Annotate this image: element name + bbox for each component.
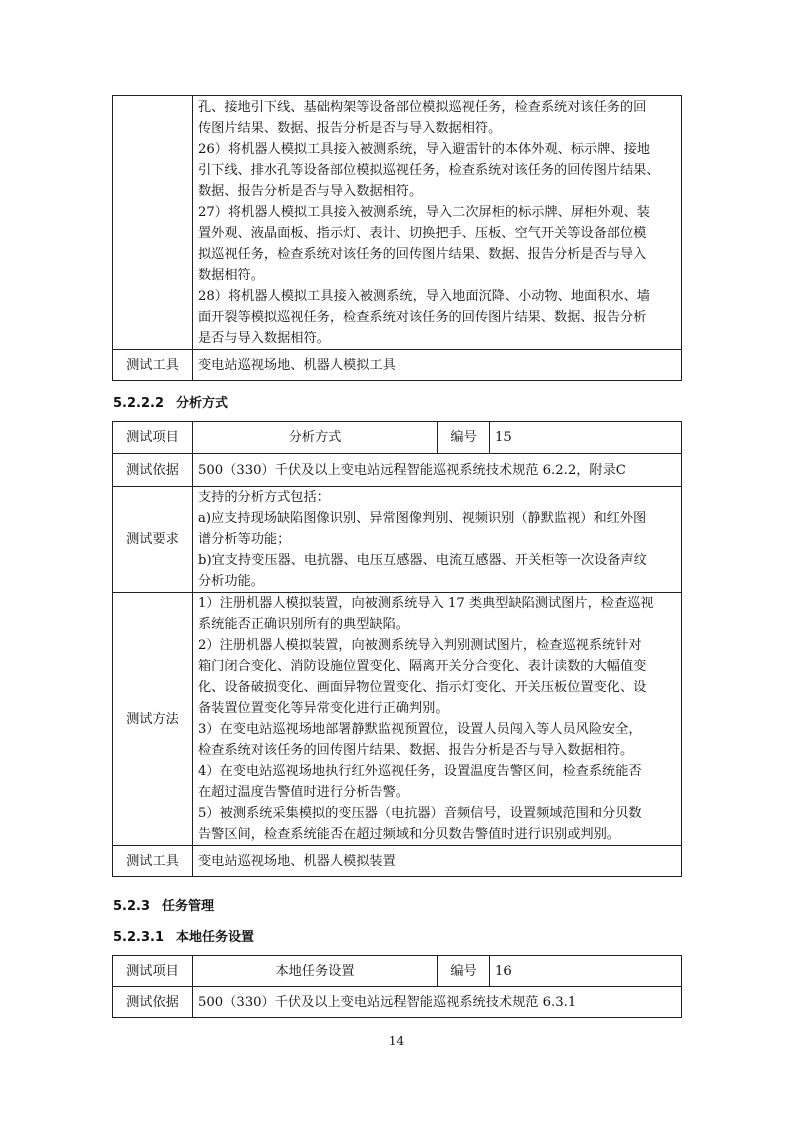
table-row bbox=[113, 454, 682, 487]
table-row bbox=[113, 987, 682, 1018]
text-line: 箱门闭合变化、消防设施位置变化、隔离开关分合变化、表计读数的大幅值变 bbox=[198, 659, 647, 674]
test-item-label: 测试项目 bbox=[113, 956, 193, 987]
test-item-value: 本地任务设置 bbox=[193, 956, 438, 987]
section-title: 任务管理 bbox=[162, 899, 215, 914]
text-line: 谱分析等功能； bbox=[198, 532, 291, 547]
text-line: a)应支持现场缺陷图像识别、异常图像判别、视频识别（静默监视）和红外图 bbox=[198, 511, 647, 526]
code-label: 编号 bbox=[438, 422, 490, 454]
text-line: 26）将机器人模拟工具接入被测系统，导入避雷针的本体外观、标示牌、接地 bbox=[198, 142, 650, 157]
code-value: 16 bbox=[490, 956, 682, 987]
text-line: 3）在变电站巡视场地部署静默监视预置位，设置人员闯入等人员风险安全， bbox=[198, 722, 642, 737]
test-table-analysis bbox=[112, 421, 682, 877]
test-tool-label: 测试工具 bbox=[113, 350, 193, 381]
text-line: 拟巡视任务，检查系统对该任务的回传图片结果、数据、报告分析是否与导入 bbox=[198, 247, 647, 262]
table-row bbox=[113, 593, 682, 846]
text-line: 系统能否正确识别所有的典型缺陷。 bbox=[198, 617, 409, 632]
test-item-label: 测试项目 bbox=[113, 422, 193, 454]
text-line: 面开裂等模拟巡视任务，检查系统对该任务的回传图片结果、数据、报告分析 bbox=[198, 310, 647, 325]
text-line: 支持的分析方式包括： bbox=[198, 490, 330, 505]
test-item-value: 分析方式 bbox=[193, 422, 438, 454]
text-line: 检查系统对该任务的回传图片结果、数据、报告分析是否与导入数据相符。 bbox=[198, 743, 634, 758]
test-method-label: 测试方法 bbox=[113, 593, 193, 846]
test-basis-value: 500（330）千伏及以上变电站远程智能巡视系统技术规范 6.2.2，附录C bbox=[193, 454, 682, 487]
page-number: 14 bbox=[388, 1034, 405, 1048]
section-title: 分析方式 bbox=[176, 396, 229, 411]
table-row bbox=[113, 422, 682, 454]
test-table-continued bbox=[112, 95, 682, 381]
table-row bbox=[113, 350, 682, 381]
table-row bbox=[113, 96, 682, 350]
test-tool-value: 变电站巡视场地、机器人模拟工具 bbox=[193, 350, 682, 381]
text-line: 5）被测系统采集模拟的变压器（电抗器）音频信号，设置频域范围和分贝数 bbox=[198, 806, 642, 821]
test-table-local-task bbox=[112, 955, 682, 1018]
code-label: 编号 bbox=[438, 956, 490, 987]
test-requirement-label: 测试要求 bbox=[113, 487, 193, 593]
text-line: 备装置位置变化等异常变化进行正确判别。 bbox=[198, 701, 449, 716]
text-line: 告警区间，检查系统能否在超过频域和分贝数告警值时进行识别或判别。 bbox=[198, 827, 620, 842]
section-number: 5.2.3.1 bbox=[113, 930, 164, 945]
code-value: 15 bbox=[490, 422, 682, 454]
text-line: 1）注册机器人模拟装置，向被测系统导入 17 类典型缺陷测试图片，检查巡视 bbox=[198, 596, 654, 611]
table-row bbox=[113, 846, 682, 877]
test-tool-value: 变电站巡视场地、机器人模拟装置 bbox=[193, 846, 682, 877]
text-line: 置外观、液晶面板、指示灯、表计、切换把手、压板、空气开关等设备部位模 bbox=[198, 226, 647, 241]
test-method-content bbox=[193, 96, 682, 350]
text-line: 化、设备破损变化、画面异物位置变化、指示灯变化、开关压板位置变化、设 bbox=[198, 680, 647, 695]
test-tool-label: 测试工具 bbox=[113, 846, 193, 877]
text-line: 传图片结果、数据、报告分析是否与导入数据相符。 bbox=[198, 121, 502, 136]
text-line: 在超过温度告警值时进行分析告警。 bbox=[198, 785, 409, 800]
text-line: b)宜支持变压器、电抗器、电压互感器、电流互感器、开关柜等一次设备声纹 bbox=[198, 553, 647, 568]
text-line: 孔、接地引下线、基础构架等设备部位模拟巡视任务，检查系统对该任务的回 bbox=[198, 100, 647, 115]
text-line: 27）将机器人模拟工具接入被测系统，导入二次屏柜的标示牌、屏柜外观、装 bbox=[198, 205, 650, 220]
test-basis-label: 测试依据 bbox=[113, 454, 193, 487]
test-basis-label: 测试依据 bbox=[113, 987, 193, 1018]
text-line: 28）将机器人模拟工具接入被测系统，导入地面沉降、小动物、地面积水、墙 bbox=[198, 289, 650, 304]
text-line: 分析功能。 bbox=[198, 574, 264, 589]
section-number: 5.2.2.2 bbox=[113, 396, 164, 411]
test-basis-value: 500（330）千伏及以上变电站远程智能巡视系统技术规范 6.3.1 bbox=[193, 987, 682, 1018]
text-line: 数据相符。 bbox=[198, 268, 264, 283]
text-line: 4）在变电站巡视场地执行红外巡视任务，设置温度告警区间，检查系统能否 bbox=[198, 764, 642, 779]
test-requirement-content bbox=[193, 487, 682, 593]
section-heading bbox=[113, 926, 254, 945]
empty-label-cell bbox=[113, 96, 193, 350]
table-row bbox=[113, 956, 682, 987]
section-heading bbox=[113, 392, 228, 411]
text-line: 是否与导入数据相符。 bbox=[198, 331, 330, 346]
section-number: 5.2.3 bbox=[113, 899, 151, 914]
table-row bbox=[113, 487, 682, 593]
test-method-content bbox=[193, 593, 682, 846]
section-heading bbox=[113, 895, 214, 914]
text-line: 数据、报告分析是否与导入数据相符。 bbox=[198, 184, 423, 199]
section-title: 本地任务设置 bbox=[176, 930, 255, 945]
text-line: 2）注册机器人模拟装置，向被测系统导入判别测试图片，检查巡视系统针对 bbox=[198, 638, 642, 653]
text-line: 引下线、排水孔等设备部位模拟巡视任务，检查系统对该任务的回传图片结果、 bbox=[198, 163, 660, 178]
